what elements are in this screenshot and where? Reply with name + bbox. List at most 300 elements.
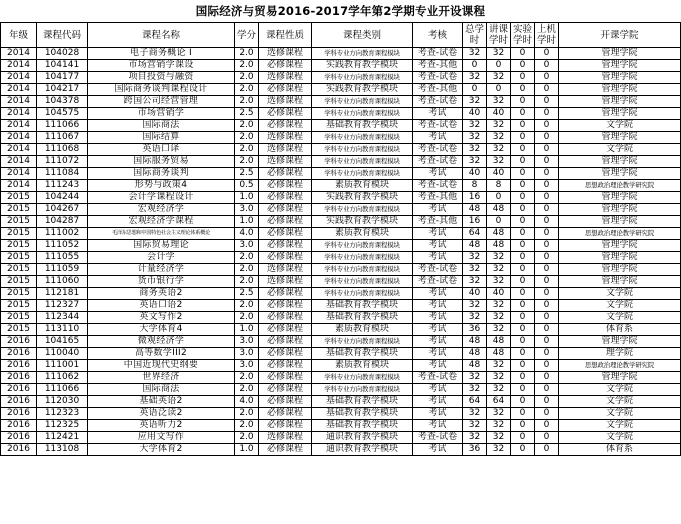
computer-hours-cell: 0 <box>535 276 559 288</box>
lecture-hours-cell: 32 <box>487 360 511 372</box>
course-name-cell: 会计学课程设计 <box>88 192 235 204</box>
college-cell: 管理学院 <box>559 60 681 72</box>
course-code-cell: 104217 <box>37 84 88 96</box>
course-name-cell: 货币银行学 <box>88 276 235 288</box>
computer-hours-cell: 0 <box>535 60 559 72</box>
table-row <box>1 60 681 72</box>
col-header-total-hours: 总学时 <box>463 23 487 48</box>
college-cell: 管理学院 <box>559 216 681 228</box>
course-table <box>0 22 681 456</box>
assessment-cell: 考查-试卷 <box>413 372 463 384</box>
lecture-hours-cell: 32 <box>487 372 511 384</box>
grade-cell: 2016 <box>1 396 37 408</box>
course-name-cell: 国际商法 <box>88 384 235 396</box>
table-row <box>1 144 681 156</box>
computer-hours-cell: 0 <box>535 144 559 156</box>
lecture-hours-cell: 32 <box>487 252 511 264</box>
course-category-cell: 基础教育教学模块 <box>312 300 413 312</box>
course-category-cell: 实践教育教学模块 <box>312 216 413 228</box>
course-code-cell: 104267 <box>37 204 88 216</box>
computer-hours-cell: 0 <box>535 324 559 336</box>
college-cell: 文学院 <box>559 288 681 300</box>
col-header-category: 课程类别 <box>312 23 413 48</box>
lab-hours-cell: 0 <box>511 360 535 372</box>
college-cell: 管理学院 <box>559 276 681 288</box>
college-cell: 管理学院 <box>559 336 681 348</box>
course-name-cell: 宏观经济学 <box>88 204 235 216</box>
course-name-cell: 大学体育2 <box>88 444 235 456</box>
lab-hours-cell: 0 <box>511 372 535 384</box>
course-category-cell: 素质教育模块 <box>312 180 413 192</box>
course-code-cell: 104028 <box>37 48 88 60</box>
credits-cell: 2.0 <box>235 48 259 60</box>
table-row <box>1 96 681 108</box>
lecture-hours-cell: 32 <box>487 48 511 60</box>
course-code-cell: 111066 <box>37 384 88 396</box>
grade-cell: 2015 <box>1 204 37 216</box>
course-category-cell: 学科专业方向教育课程模块 <box>312 240 413 252</box>
total-hours-cell: 40 <box>463 288 487 300</box>
course-nature-cell: 必修课程 <box>259 420 312 432</box>
course-code-cell: 111001 <box>37 360 88 372</box>
credits-cell: 2.0 <box>235 96 259 108</box>
table-row <box>1 156 681 168</box>
lecture-hours-cell: 32 <box>487 156 511 168</box>
grade-cell: 2016 <box>1 444 37 456</box>
credits-cell: 3.0 <box>235 360 259 372</box>
lab-hours-cell: 0 <box>511 300 535 312</box>
computer-hours-cell: 0 <box>535 120 559 132</box>
assessment-cell: 考查-其他 <box>413 216 463 228</box>
lab-hours-cell: 0 <box>511 228 535 240</box>
lab-hours-cell: 0 <box>511 192 535 204</box>
table-row <box>1 252 681 264</box>
assessment-cell: 考查-其他 <box>413 192 463 204</box>
course-nature-cell: 必修课程 <box>259 384 312 396</box>
college-cell: 文学院 <box>559 408 681 420</box>
lecture-hours-cell: 0 <box>487 192 511 204</box>
lab-hours-cell: 0 <box>511 216 535 228</box>
assessment-cell: 考查-试卷 <box>413 72 463 84</box>
course-code-cell: 111072 <box>37 156 88 168</box>
college-cell: 思想政治理论教学研究院 <box>559 228 681 240</box>
college-cell: 管理学院 <box>559 84 681 96</box>
college-cell: 体育系 <box>559 444 681 456</box>
grade-cell: 2014 <box>1 180 37 192</box>
course-code-cell: 104177 <box>37 72 88 84</box>
lecture-hours-cell: 32 <box>487 144 511 156</box>
lecture-hours-cell: 32 <box>487 444 511 456</box>
course-nature-cell: 必修课程 <box>259 324 312 336</box>
lecture-hours-cell: 0 <box>487 60 511 72</box>
credits-cell: 2.0 <box>235 252 259 264</box>
college-cell: 文学院 <box>559 384 681 396</box>
college-cell: 管理学院 <box>559 240 681 252</box>
college-cell: 管理学院 <box>559 48 681 60</box>
course-code-cell: 104141 <box>37 60 88 72</box>
total-hours-cell: 32 <box>463 408 487 420</box>
computer-hours-cell: 0 <box>535 48 559 60</box>
total-hours-cell: 32 <box>463 120 487 132</box>
col-header-grade: 年级 <box>1 23 37 48</box>
lecture-hours-cell: 32 <box>487 408 511 420</box>
lecture-hours-cell: 8 <box>487 180 511 192</box>
total-hours-cell: 32 <box>463 372 487 384</box>
course-category-cell: 学科专业方向教育课程模块 <box>312 384 413 396</box>
grade-cell: 2014 <box>1 72 37 84</box>
course-nature-cell: 必修课程 <box>259 216 312 228</box>
assessment-cell: 考试 <box>413 228 463 240</box>
college-cell: 管理学院 <box>559 156 681 168</box>
total-hours-cell: 32 <box>463 312 487 324</box>
assessment-cell: 考试 <box>413 444 463 456</box>
lecture-hours-cell: 48 <box>487 204 511 216</box>
total-hours-cell: 40 <box>463 108 487 120</box>
table-row <box>1 120 681 132</box>
assessment-cell: 考查-试卷 <box>413 120 463 132</box>
table-row <box>1 444 681 456</box>
table-row <box>1 408 681 420</box>
course-category-cell: 学科专业方向教育课程模块 <box>312 276 413 288</box>
course-category-cell: 基础教育教学模块 <box>312 312 413 324</box>
lab-hours-cell: 0 <box>511 432 535 444</box>
course-code-cell: 113108 <box>37 444 88 456</box>
course-nature-cell: 选修课程 <box>259 96 312 108</box>
course-nature-cell: 必修课程 <box>259 288 312 300</box>
course-nature-cell: 必修课程 <box>259 408 312 420</box>
lab-hours-cell: 0 <box>511 252 535 264</box>
course-category-cell: 学科专业方向教育课程模块 <box>312 252 413 264</box>
table-header-row <box>1 23 681 48</box>
course-name-cell: 市场营销学课设 <box>88 60 235 72</box>
course-code-cell: 112421 <box>37 432 88 444</box>
total-hours-cell: 48 <box>463 336 487 348</box>
course-code-cell: 111066 <box>37 120 88 132</box>
computer-hours-cell: 0 <box>535 432 559 444</box>
assessment-cell: 考试 <box>413 108 463 120</box>
total-hours-cell: 16 <box>463 216 487 228</box>
course-nature-cell: 选修课程 <box>259 156 312 168</box>
total-hours-cell: 32 <box>463 132 487 144</box>
credits-cell: 2.0 <box>235 312 259 324</box>
lab-hours-cell: 0 <box>511 276 535 288</box>
grade-cell: 2015 <box>1 288 37 300</box>
college-cell: 文学院 <box>559 432 681 444</box>
total-hours-cell: 48 <box>463 240 487 252</box>
course-name-cell: 跨国公司经营管理 <box>88 96 235 108</box>
assessment-cell: 考试 <box>413 324 463 336</box>
college-cell: 管理学院 <box>559 72 681 84</box>
credits-cell: 2.0 <box>235 408 259 420</box>
grade-cell: 2014 <box>1 84 37 96</box>
lecture-hours-cell: 0 <box>487 84 511 96</box>
lab-hours-cell: 0 <box>511 108 535 120</box>
lab-hours-cell: 0 <box>511 72 535 84</box>
lab-hours-cell: 0 <box>511 60 535 72</box>
credits-cell: 2.0 <box>235 72 259 84</box>
col-header-lab-hours: 实验学时 <box>511 23 535 48</box>
course-name-cell: 项目投资与融资 <box>88 72 235 84</box>
credits-cell: 2.0 <box>235 132 259 144</box>
course-nature-cell: 必修课程 <box>259 348 312 360</box>
credits-cell: 2.0 <box>235 384 259 396</box>
course-nature-cell: 必修课程 <box>259 312 312 324</box>
total-hours-cell: 32 <box>463 300 487 312</box>
course-nature-cell: 必修课程 <box>259 168 312 180</box>
assessment-cell: 考试 <box>413 168 463 180</box>
lecture-hours-cell: 48 <box>487 348 511 360</box>
total-hours-cell: 32 <box>463 72 487 84</box>
grade-cell: 2014 <box>1 132 37 144</box>
credits-cell: 2.0 <box>235 300 259 312</box>
col-header-college: 开课学院 <box>559 23 681 48</box>
course-code-cell: 111060 <box>37 276 88 288</box>
table-row <box>1 348 681 360</box>
col-header-nature: 课程性质 <box>259 23 312 48</box>
grade-cell: 2014 <box>1 108 37 120</box>
credits-cell: 1.0 <box>235 192 259 204</box>
grade-cell: 2015 <box>1 240 37 252</box>
course-name-cell: 英语口译 <box>88 144 235 156</box>
credits-cell: 2.5 <box>235 168 259 180</box>
lab-hours-cell: 0 <box>511 396 535 408</box>
table-row <box>1 108 681 120</box>
lab-hours-cell: 0 <box>511 384 535 396</box>
table-row <box>1 48 681 60</box>
course-category-cell: 素质教育模块 <box>312 324 413 336</box>
course-code-cell: 113110 <box>37 324 88 336</box>
grade-cell: 2014 <box>1 96 37 108</box>
course-name-cell: 世界经济 <box>88 372 235 384</box>
course-category-cell: 素质教育模块 <box>312 228 413 240</box>
assessment-cell: 考试 <box>413 204 463 216</box>
college-cell: 管理学院 <box>559 192 681 204</box>
lecture-hours-cell: 48 <box>487 228 511 240</box>
credits-cell: 4.0 <box>235 228 259 240</box>
course-category-cell: 实践教育教学模块 <box>312 84 413 96</box>
college-cell: 文学院 <box>559 144 681 156</box>
computer-hours-cell: 0 <box>535 204 559 216</box>
course-name-cell: 计量经济学 <box>88 264 235 276</box>
course-nature-cell: 必修课程 <box>259 180 312 192</box>
table-row <box>1 204 681 216</box>
table-row <box>1 240 681 252</box>
computer-hours-cell: 0 <box>535 84 559 96</box>
lecture-hours-cell: 40 <box>487 288 511 300</box>
total-hours-cell: 32 <box>463 96 487 108</box>
course-nature-cell: 选修课程 <box>259 72 312 84</box>
assessment-cell: 考查-试卷 <box>413 432 463 444</box>
assessment-cell: 考查-其他 <box>413 84 463 96</box>
lab-hours-cell: 0 <box>511 204 535 216</box>
total-hours-cell: 16 <box>463 192 487 204</box>
col-header-computer-hours: 上机学时 <box>535 23 559 48</box>
course-category-cell: 学科专业方向教育课程模块 <box>312 96 413 108</box>
lab-hours-cell: 0 <box>511 144 535 156</box>
credits-cell: 2.0 <box>235 120 259 132</box>
assessment-cell: 考试 <box>413 348 463 360</box>
lecture-hours-cell: 32 <box>487 432 511 444</box>
computer-hours-cell: 0 <box>535 348 559 360</box>
col-header-code: 课程代码 <box>37 23 88 48</box>
lecture-hours-cell: 48 <box>487 336 511 348</box>
assessment-cell: 考试 <box>413 408 463 420</box>
course-category-cell: 学科专业方向教育课程模块 <box>312 156 413 168</box>
course-code-cell: 111059 <box>37 264 88 276</box>
college-cell: 体育系 <box>559 324 681 336</box>
course-category-cell: 通识教育教学模块 <box>312 444 413 456</box>
assessment-cell: 考查-试卷 <box>413 48 463 60</box>
college-cell: 管理学院 <box>559 108 681 120</box>
computer-hours-cell: 0 <box>535 360 559 372</box>
lecture-hours-cell: 32 <box>487 132 511 144</box>
course-name-cell: 市场营销学 <box>88 108 235 120</box>
total-hours-cell: 32 <box>463 264 487 276</box>
course-code-cell: 110040 <box>37 348 88 360</box>
table-row <box>1 324 681 336</box>
credits-cell: 3.0 <box>235 240 259 252</box>
course-nature-cell: 选修课程 <box>259 48 312 60</box>
table-row <box>1 276 681 288</box>
total-hours-cell: 32 <box>463 276 487 288</box>
course-name-cell: 国际服务贸易 <box>88 156 235 168</box>
lecture-hours-cell: 32 <box>487 96 511 108</box>
lecture-hours-cell: 32 <box>487 312 511 324</box>
assessment-cell: 考试 <box>413 360 463 372</box>
computer-hours-cell: 0 <box>535 156 559 168</box>
grade-cell: 2015 <box>1 252 37 264</box>
course-code-cell: 111055 <box>37 252 88 264</box>
course-code-cell: 111052 <box>37 240 88 252</box>
course-code-cell: 104165 <box>37 336 88 348</box>
lecture-hours-cell: 32 <box>487 72 511 84</box>
lab-hours-cell: 0 <box>511 240 535 252</box>
computer-hours-cell: 0 <box>535 228 559 240</box>
lab-hours-cell: 0 <box>511 420 535 432</box>
assessment-cell: 考试 <box>413 240 463 252</box>
lecture-hours-cell: 32 <box>487 384 511 396</box>
lab-hours-cell: 0 <box>511 156 535 168</box>
grade-cell: 2014 <box>1 120 37 132</box>
course-code-cell: 104575 <box>37 108 88 120</box>
assessment-cell: 考查-试卷 <box>413 264 463 276</box>
course-category-cell: 实践教育教学模块 <box>312 60 413 72</box>
assessment-cell: 考试 <box>413 288 463 300</box>
credits-cell: 2.0 <box>235 372 259 384</box>
credits-cell: 3.0 <box>235 204 259 216</box>
college-cell: 思想政治理论教学研究院 <box>559 360 681 372</box>
course-category-cell: 学科专业方向教育课程模块 <box>312 72 413 84</box>
grade-cell: 2016 <box>1 348 37 360</box>
course-name-cell: 国际商务谈判课程设计 <box>88 84 235 96</box>
lab-hours-cell: 0 <box>511 312 535 324</box>
grade-cell: 2016 <box>1 408 37 420</box>
course-nature-cell: 必修课程 <box>259 228 312 240</box>
table-row <box>1 432 681 444</box>
total-hours-cell: 32 <box>463 48 487 60</box>
course-category-cell: 基础教育教学模块 <box>312 120 413 132</box>
table-row <box>1 72 681 84</box>
table-row <box>1 360 681 372</box>
grade-cell: 2014 <box>1 144 37 156</box>
course-code-cell: 111243 <box>37 180 88 192</box>
lab-hours-cell: 0 <box>511 288 535 300</box>
course-code-cell: 111084 <box>37 168 88 180</box>
lecture-hours-cell: 32 <box>487 324 511 336</box>
course-code-cell: 112344 <box>37 312 88 324</box>
course-name-cell: 高等数学III2 <box>88 348 235 360</box>
computer-hours-cell: 0 <box>535 180 559 192</box>
course-category-cell: 通识教育教学模块 <box>312 432 413 444</box>
table-row <box>1 396 681 408</box>
assessment-cell: 考查-其他 <box>413 60 463 72</box>
course-code-cell: 104287 <box>37 216 88 228</box>
college-cell: 文学院 <box>559 312 681 324</box>
col-header-lecture-hours: 讲课学时 <box>487 23 511 48</box>
credits-cell: 1.0 <box>235 324 259 336</box>
table-row <box>1 168 681 180</box>
course-code-cell: 112327 <box>37 300 88 312</box>
course-nature-cell: 必修课程 <box>259 300 312 312</box>
college-cell: 管理学院 <box>559 96 681 108</box>
course-name-cell: 毛泽东思想和中国特色社会主义理论体系概论 <box>88 228 235 240</box>
total-hours-cell: 48 <box>463 360 487 372</box>
course-name-cell: 宏观经济学课程 <box>88 216 235 228</box>
lab-hours-cell: 0 <box>511 48 535 60</box>
college-cell: 管理学院 <box>559 168 681 180</box>
course-nature-cell: 必修课程 <box>259 60 312 72</box>
table-row <box>1 372 681 384</box>
grade-cell: 2015 <box>1 264 37 276</box>
table-row <box>1 228 681 240</box>
table-row <box>1 336 681 348</box>
course-nature-cell: 必修课程 <box>259 240 312 252</box>
assessment-cell: 考试 <box>413 420 463 432</box>
course-nature-cell: 必修课程 <box>259 252 312 264</box>
computer-hours-cell: 0 <box>535 384 559 396</box>
computer-hours-cell: 0 <box>535 96 559 108</box>
college-cell: 管理学院 <box>559 372 681 384</box>
course-category-cell: 学科专业方向教育课程模块 <box>312 372 413 384</box>
course-category-cell: 学科专业方向教育课程模块 <box>312 108 413 120</box>
course-nature-cell: 必修课程 <box>259 120 312 132</box>
table-row <box>1 192 681 204</box>
lab-hours-cell: 0 <box>511 120 535 132</box>
course-category-cell: 学科专业方向教育课程模块 <box>312 144 413 156</box>
lab-hours-cell: 0 <box>511 348 535 360</box>
course-nature-cell: 必修课程 <box>259 204 312 216</box>
lab-hours-cell: 0 <box>511 96 535 108</box>
course-name-cell: 国际商法 <box>88 120 235 132</box>
course-nature-cell: 必修课程 <box>259 396 312 408</box>
credits-cell: 2.0 <box>235 264 259 276</box>
credits-cell: 2.5 <box>235 288 259 300</box>
total-hours-cell: 36 <box>463 444 487 456</box>
course-code-cell: 104244 <box>37 192 88 204</box>
course-name-cell: 英语口语2 <box>88 300 235 312</box>
course-name-cell: 英语听力2 <box>88 420 235 432</box>
course-category-cell: 学科专业方向教育课程模块 <box>312 204 413 216</box>
assessment-cell: 考试 <box>413 384 463 396</box>
table-row <box>1 288 681 300</box>
grade-cell: 2016 <box>1 360 37 372</box>
course-name-cell: 中国近现代史纲要 <box>88 360 235 372</box>
course-code-cell: 111067 <box>37 132 88 144</box>
course-code-cell: 112323 <box>37 408 88 420</box>
lab-hours-cell: 0 <box>511 408 535 420</box>
course-name-cell: 国际商务谈判 <box>88 168 235 180</box>
course-code-cell: 112325 <box>37 420 88 432</box>
